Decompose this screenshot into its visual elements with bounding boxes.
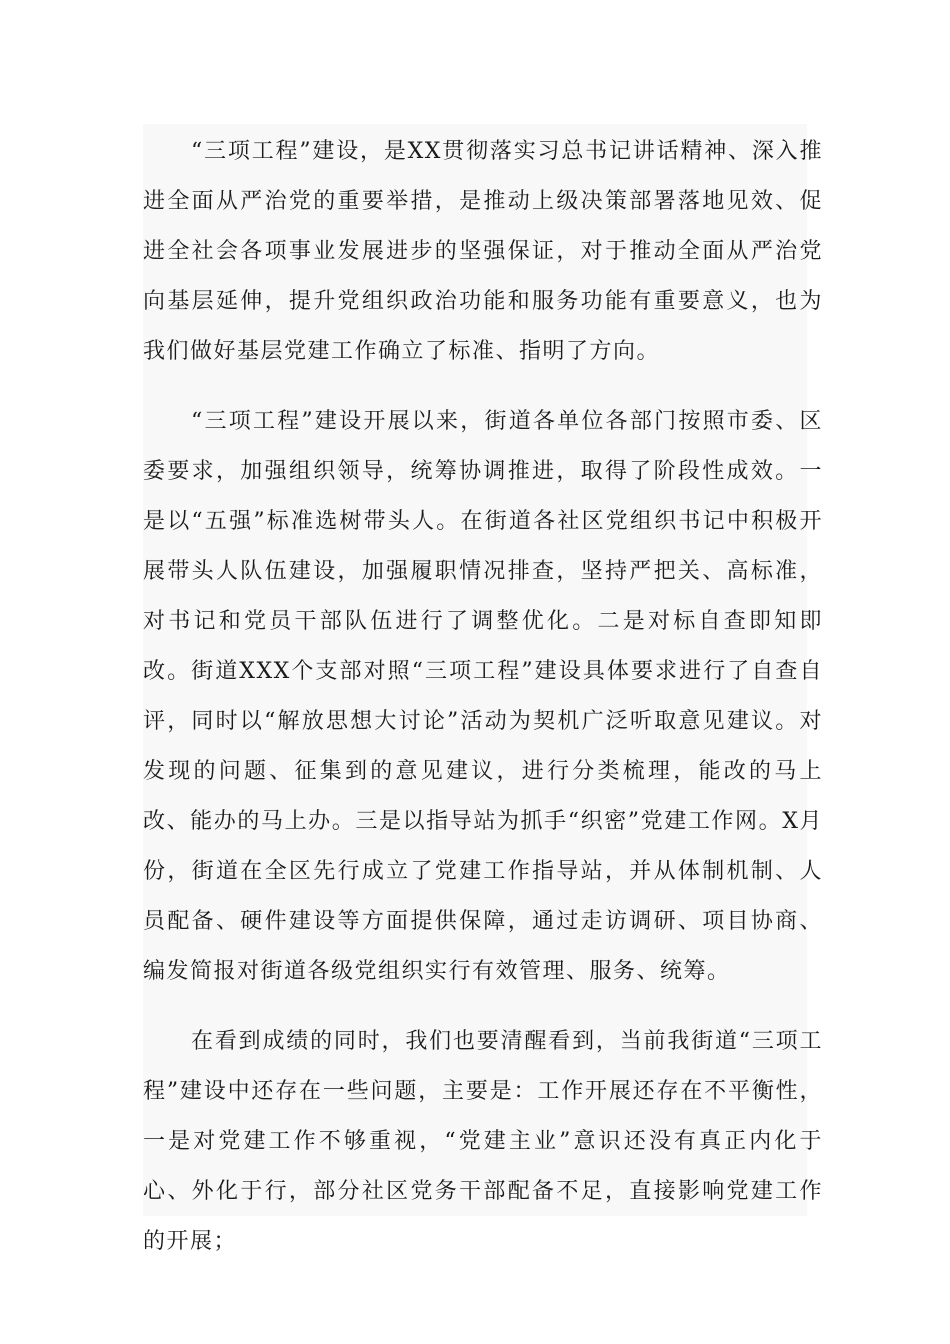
- paragraph-achievements: “三项工程”建设开展以来，街道各单位各部门按照市委、区委要求，加强组织领导，统筹协调推进，取得了阶段性成效。一是以“五强”标准选树带头人。在街道各社区党组织书记中积极开展带头人队伍建设，加强履职情况排查，坚持严把关、高标准，对书记和党员干部队伍进行了调整优化。二是对标自查即知即改。街道XXX个支部对照“三项工程”建设具体要求进行了自查自评，同时以“解放思想大讨论”活动为契机广泛听取意见建议。对发现的问题、征集到的意见建议，进行分类梳理，能改的马上改、能办的马上办。三是以指导站为抓手“织密”党建工作网。X月份，街道在全区先行成立了党建工作指导站，并从体制机制、人员配备、硬件建设等方面提供保障，通过走访调研、项目协商、编发简报对街道各级党组织实行有效管理、服务、统筹。: [143, 409, 823, 984]
- paragraph-problems: 在看到成绩的同时，我们也要清醒看到，当前我街道“三项工程”建设中还存在一些问题，主要是：工作开展还存在不平衡性，一是对党建工作不够重视，“党建主业”意识还没有真正内化于心、外化于行，部分社区党务干部配备不足，直接影响党建工作的开展；: [143, 1029, 823, 1254]
- paragraph-intro: “三项工程”建设，是XX贯彻落实习总书记讲话精神、深入推进全面从严治党的重要举措，是推动上级决策部署落地见效、促进全社会各项事业发展进步的坚强保证，对于推动全面从严治党向基层延伸，提升党组织政治功能和服务功能有重要意义，也为我们做好基层党建工作确立了标准、指明了方向。: [143, 139, 823, 364]
